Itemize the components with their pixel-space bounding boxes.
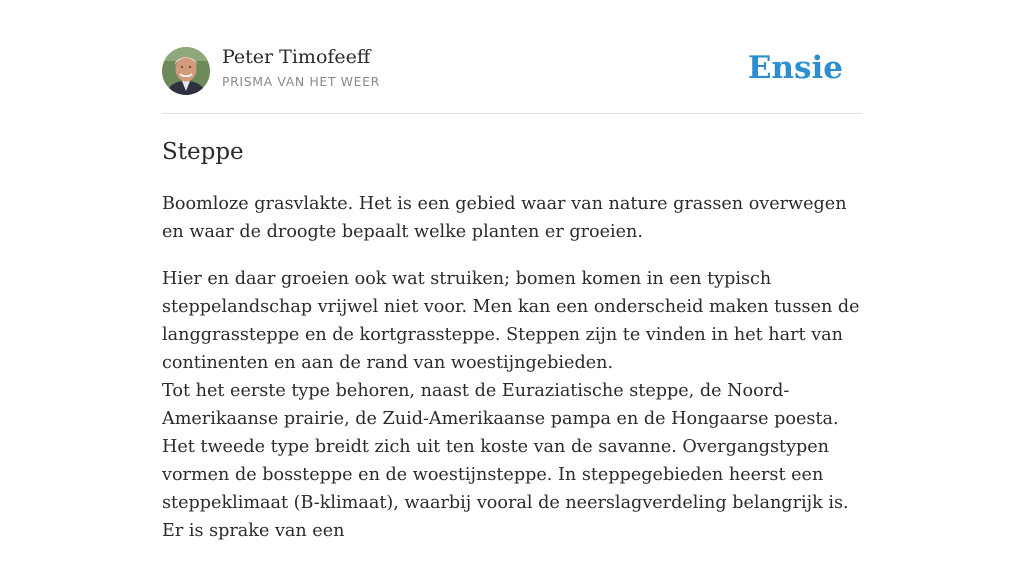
article-body	[162, 190, 862, 564]
author-source[interactable]: PRISMA VAN HET WEER	[222, 74, 380, 89]
paragraph-description-text: Hier en daar groeien ook wat struiken; bomen komen in een typisch steppelandschap vrijwel niet voor. Men kan een onderscheid maken tussen de langgrassteppe en de kortgrassteppe. Steppen zijn te vinden in het hart van continenten en aan de rand van woestijngebieden.	[162, 269, 860, 373]
avatar[interactable]	[162, 47, 210, 95]
article-header	[162, 0, 862, 114]
author-name[interactable]: Peter Timofeeff	[222, 46, 371, 68]
author-portrait-icon	[162, 47, 210, 95]
paragraph-intro: Boomloze grasvlakte. Het is een gebied waar van nature grassen overwegen en waar de droogte bepaalt welke planten er groeien.	[162, 194, 847, 242]
paragraph-description	[162, 265, 862, 545]
page-title: Steppe	[162, 139, 244, 165]
paragraph-continuation-text: Tot het eerste type behoren, naast de Euraziatische steppe, de Noord-Amerikaanse prairie, de Zuid-Amerikaanse pampa en de Hongaarse poesta. Het tweede type breidt zich uit ten koste van de savanne. Overgangstypen vormen de bossteppe en de woestijnsteppe. In steppegebieden heerst een steppeklimaat (B-klimaat), waarbij vooral de neerslagverdeling belangrijk is. Er is sprake van een	[162, 381, 849, 541]
brand-logo[interactable]: Ensie	[747, 50, 843, 86]
article-card	[162, 0, 862, 541]
